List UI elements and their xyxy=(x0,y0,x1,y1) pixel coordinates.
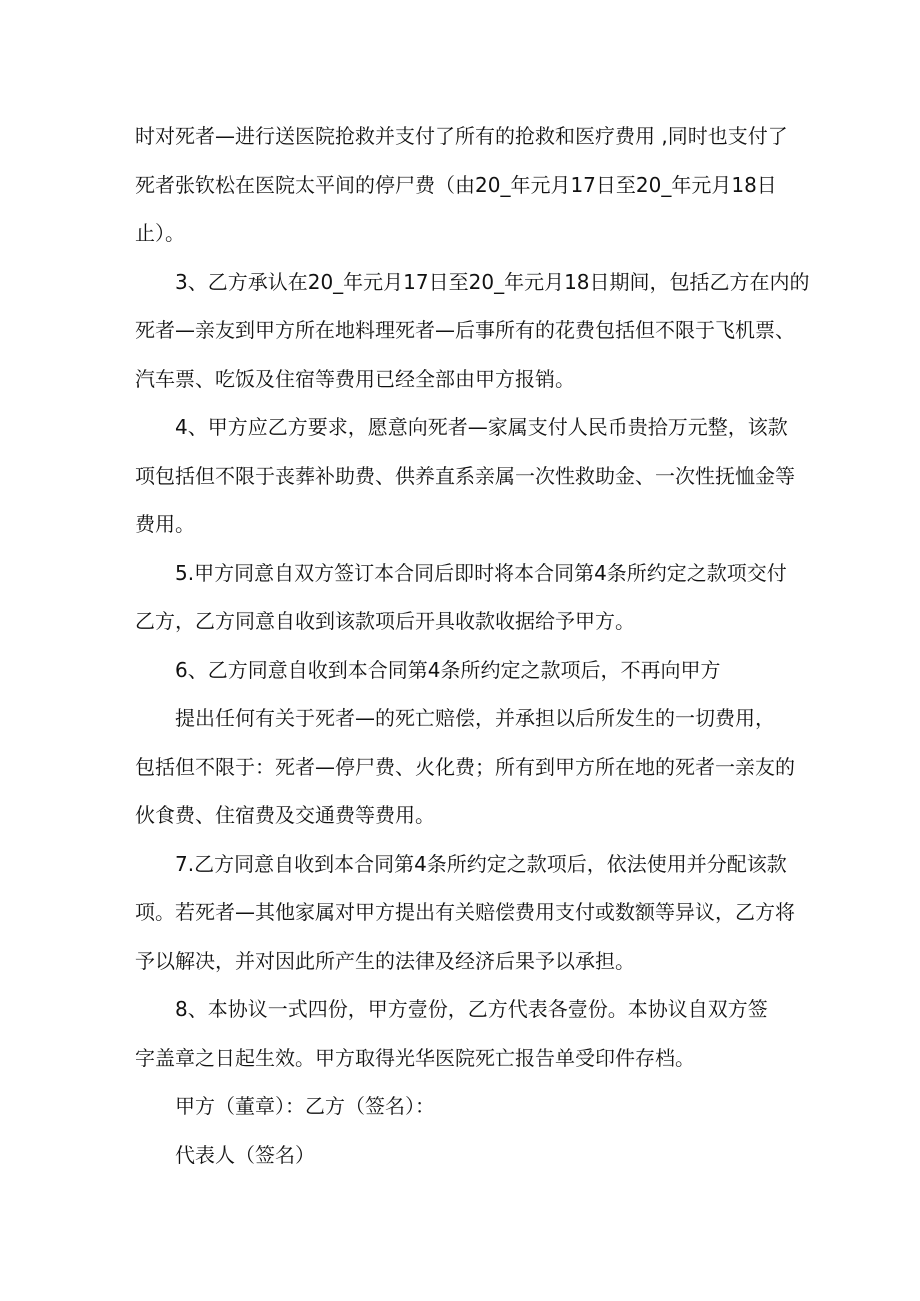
text-line: 7.乙方同意自收到本合同第4条所约定之款项后，依法使用并分配该款 xyxy=(175,851,787,876)
signature-representative-line xyxy=(135,1131,795,1180)
text-line: 8、本协议一式四份，甲方壹份，乙方代表各壹份。本协议自双方签 xyxy=(175,997,768,1021)
paragraph-1-continuation xyxy=(135,112,795,258)
text-line: 字盖章之日起生效。甲方取得光华医院死亡报告单受印件存档。 xyxy=(135,1045,695,1070)
signature-party-line xyxy=(135,1082,795,1131)
text-line: 提出任何有关于死者—的死亡赔偿，并承担以后所发生的一切费用， xyxy=(175,706,775,730)
text-line: 甲方（董章）：乙方（签名）： xyxy=(175,1094,435,1118)
clause-7 xyxy=(135,840,795,986)
text-line: 4、甲方应乙方要求，愿意向死者—家属支付人民币贵拾万元整，该款 xyxy=(175,415,788,439)
text-line: 死者张钦松在医院太平间的停尸费（由20_年元月17日至20_年元月18日 xyxy=(135,172,777,197)
text-line: 汽车票、吃饭及住宿等费用已经全部由甲方报销。 xyxy=(135,366,575,391)
text-line: 乙方，乙方同意自收到该款项后开具收款收据给予甲方。 xyxy=(135,609,635,633)
text-line: 包括但不限于：死者—停尸费、火化费；所有到甲方所在地的死者一亲友的 xyxy=(135,754,795,779)
clause-6 xyxy=(135,646,795,695)
document-body xyxy=(135,112,810,1179)
clause-6-continuation xyxy=(135,694,795,840)
text-line: 5.甲方同意自双方签订本合同后即时将本合同第4条所约定之款项交付 xyxy=(175,560,787,585)
text-line: 6、乙方同意自收到本合同第4条所约定之款项后，不再向甲方 xyxy=(175,657,721,682)
text-line: 代表人（签名） xyxy=(175,1142,315,1167)
clause-3 xyxy=(135,258,810,404)
text-line: 伙食费、住宿费及交通费等费用。 xyxy=(135,803,435,827)
clause-4 xyxy=(135,403,795,549)
text-line: 项。若死者—其他家属对甲方提出有关赔偿费用支付或数额等异议，乙方将 xyxy=(135,900,795,924)
text-line: 予以解决，并对因此所产生的法律及经济后果予以承担。 xyxy=(135,948,635,973)
text-line: 3、乙方承认在20_年元月17日至20_年元月18日期间，包括乙方在内的 xyxy=(175,269,810,294)
clause-8 xyxy=(135,985,795,1082)
clause-5 xyxy=(135,549,795,646)
text-line: 时对死者—进行送医院抢救并支付了所有的抢救和医疗费用 ,同时也支付了 xyxy=(135,124,788,148)
text-line: 止）。 xyxy=(135,221,185,245)
text-line: 项包括但不限于丧葬补助费、供养直系亲属一次性救助金、一次性抚恤金等 xyxy=(135,463,795,488)
text-line: 费用。 xyxy=(135,512,195,536)
text-line: 死者—亲友到甲方所在地料理死者—后事所有的花费包括但不限于飞机票、 xyxy=(135,318,795,342)
